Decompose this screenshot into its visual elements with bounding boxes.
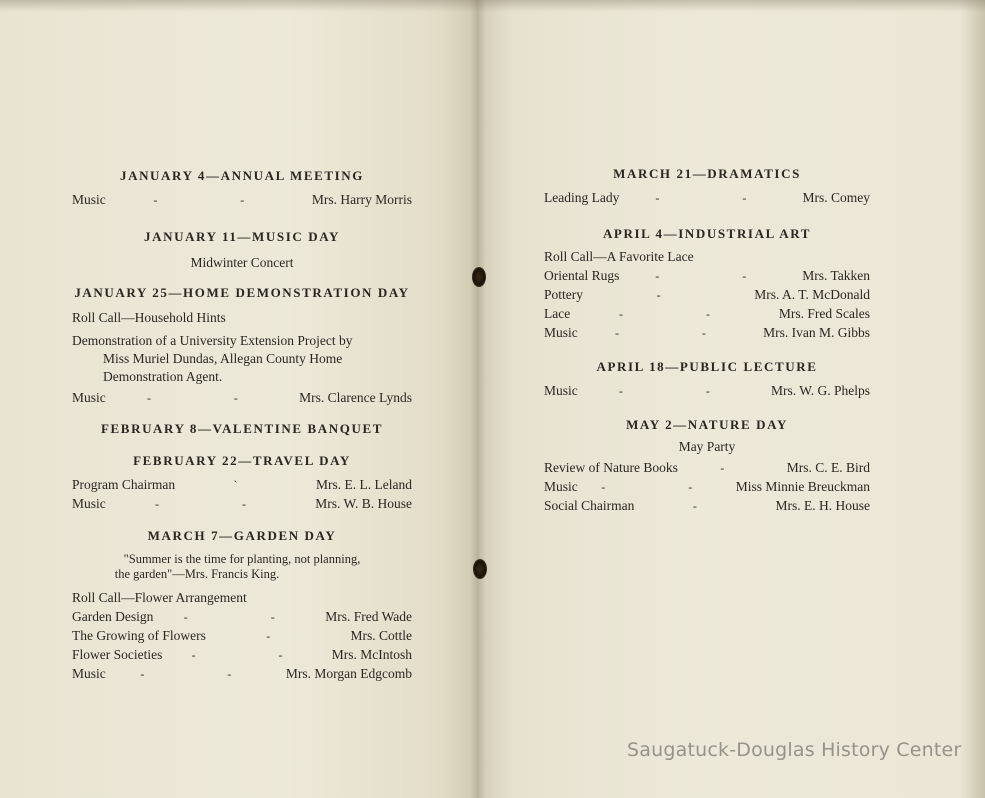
program-row [544,383,870,399]
program-mar21 [544,166,870,206]
program-presenter: Mrs. W. G. Phelps [770,383,870,398]
watermark-text: Saugatuck-Douglas History Center [627,739,962,761]
program-apr4 [544,226,870,341]
program-row [544,306,870,322]
section-heading: MARCH 7—GARDEN DAY [147,528,337,543]
program-mar7 [72,528,412,682]
program-presenter: Mrs. McIntosh [331,647,412,662]
program-row [72,477,412,493]
program-item: Review of Nature Books [544,460,678,475]
leader-dashes: - - [154,497,286,511]
program-item: Music [72,390,106,405]
program-row [72,609,412,625]
right-page [478,0,985,798]
leader-dashes: - - [655,191,787,205]
leader-dashes: - - [183,610,315,624]
leader-dashes: - - [655,269,787,283]
program-item: Music [72,192,106,207]
program-item: Music [72,666,106,681]
program-item: Lace [544,306,571,321]
center-fold [470,0,486,798]
program-row [72,390,412,406]
quote-line: the garden"—Mrs. Francis King. [114,567,280,581]
section-heading: MAY 2—NATURE DAY [626,417,788,432]
program-jan25 [72,285,412,406]
program-presenter: Mrs. Ivan M. Gibbs [763,325,870,340]
program-presenter: Mrs. Comey [802,190,870,205]
paragraph-line: Demonstration of a University Extension Project by [72,333,353,348]
program-presenter: Mrs. W. B. House [315,496,412,511]
program-row [72,192,412,208]
program-item: Oriental Rugs [544,268,620,283]
program-row [544,325,870,341]
program-row [544,460,870,476]
section-heading: FEBRUARY 22—TRAVEL DAY [133,453,351,468]
demonstration-paragraph [72,332,412,386]
program-apr18 [544,359,870,399]
leader-dashes: - [720,461,765,475]
program-jan11 [72,229,412,271]
program-may2 [544,417,870,514]
program-presenter: Mrs. Fred Wade [325,609,412,624]
section-heading: JANUARY 25—HOME DEMONSTRATION DAY [74,285,410,300]
garden-quote [72,552,412,582]
program-item: Pottery [544,287,583,302]
quote-line: "Summer is the time for planting, not planning, [123,552,361,566]
program-item: Program Chairman [72,477,176,492]
paragraph-line: Demonstration Agent. [103,369,223,384]
section-heading: APRIL 4—INDUSTRIAL ART [602,226,812,241]
leader-dashes: - - [618,384,750,398]
program-feb22 [72,453,412,512]
leader-dashes: - - [146,391,278,405]
program-item: Flower Societies [72,647,163,662]
leader-dashes: - [692,499,737,513]
program-item: Music [544,383,578,398]
program-presenter: Mrs. Fred Scales [778,306,870,321]
program-presenter: Mrs. E. H. House [775,498,870,513]
leader-dashes: - - [140,667,272,681]
program-feb8 [72,421,412,437]
binding-hole-top [472,267,486,287]
program-presenter: Mrs. Takken [802,268,870,283]
program-presenter: Miss Minnie Breuckman [735,479,870,494]
program-row [72,496,412,512]
program-row [544,268,870,284]
paragraph-line: Miss Muriel Dundas, Allegan County Home [103,351,343,366]
program-presenter: Mrs. Cottle [350,628,412,643]
program-presenter: Mrs. E. L. Leland [316,477,412,492]
leader-dashes: - - [191,648,323,662]
program-presenter: Mrs. A. T. McDonald [754,287,870,302]
leader-dashes: ` [233,478,278,492]
roll-call: Roll Call—A Favorite Lace [544,249,694,264]
program-item: Garden Design [72,609,154,624]
program-presenter: Mrs. Harry Morris [311,192,412,207]
program-row [544,190,870,206]
program-presenter: Mrs. Clarence Lynds [299,390,412,405]
binding-hole-bottom [473,559,487,579]
program-row [72,647,412,663]
section-subtitle: Midwinter Concert [190,255,294,270]
program-item: Music [544,325,578,340]
program-item: Music [544,479,578,494]
program-jan4 [72,168,412,208]
program-item: Leading Lady [544,190,620,205]
roll-call: Roll Call—Household Hints [72,310,226,325]
section-heading: APRIL 18—PUBLIC LECTURE [596,359,818,374]
leader-dashes: - [656,288,701,302]
program-item: Social Chairman [544,498,635,513]
program-item: The Growing of Flowers [72,628,206,643]
program-presenter: Mrs. Morgan Edgcomb [285,666,412,681]
section-heading: JANUARY 11—MUSIC DAY [144,229,340,244]
leader-dashes: - [266,629,311,643]
leader-dashes: - - [614,326,746,340]
program-row [544,498,870,514]
program-row [544,287,870,303]
leader-dashes: - - [619,307,751,321]
top-edge-shadow [0,0,985,12]
leader-dashes: - - [601,480,733,494]
program-item: Music [72,496,106,511]
program-row [72,628,412,644]
program-row [72,666,412,682]
program-presenter: Mrs. C. E. Bird [786,460,870,475]
program-row [544,479,870,495]
section-heading: MARCH 21—DRAMATICS [613,166,801,181]
section-subtitle: May Party [678,439,736,454]
section-heading: FEBRUARY 8—VALENTINE BANQUET [101,421,383,436]
leader-dashes: - - [153,193,285,207]
section-heading: JANUARY 4—ANNUAL MEETING [119,168,365,183]
roll-call: Roll Call—Flower Arrangement [72,590,247,605]
